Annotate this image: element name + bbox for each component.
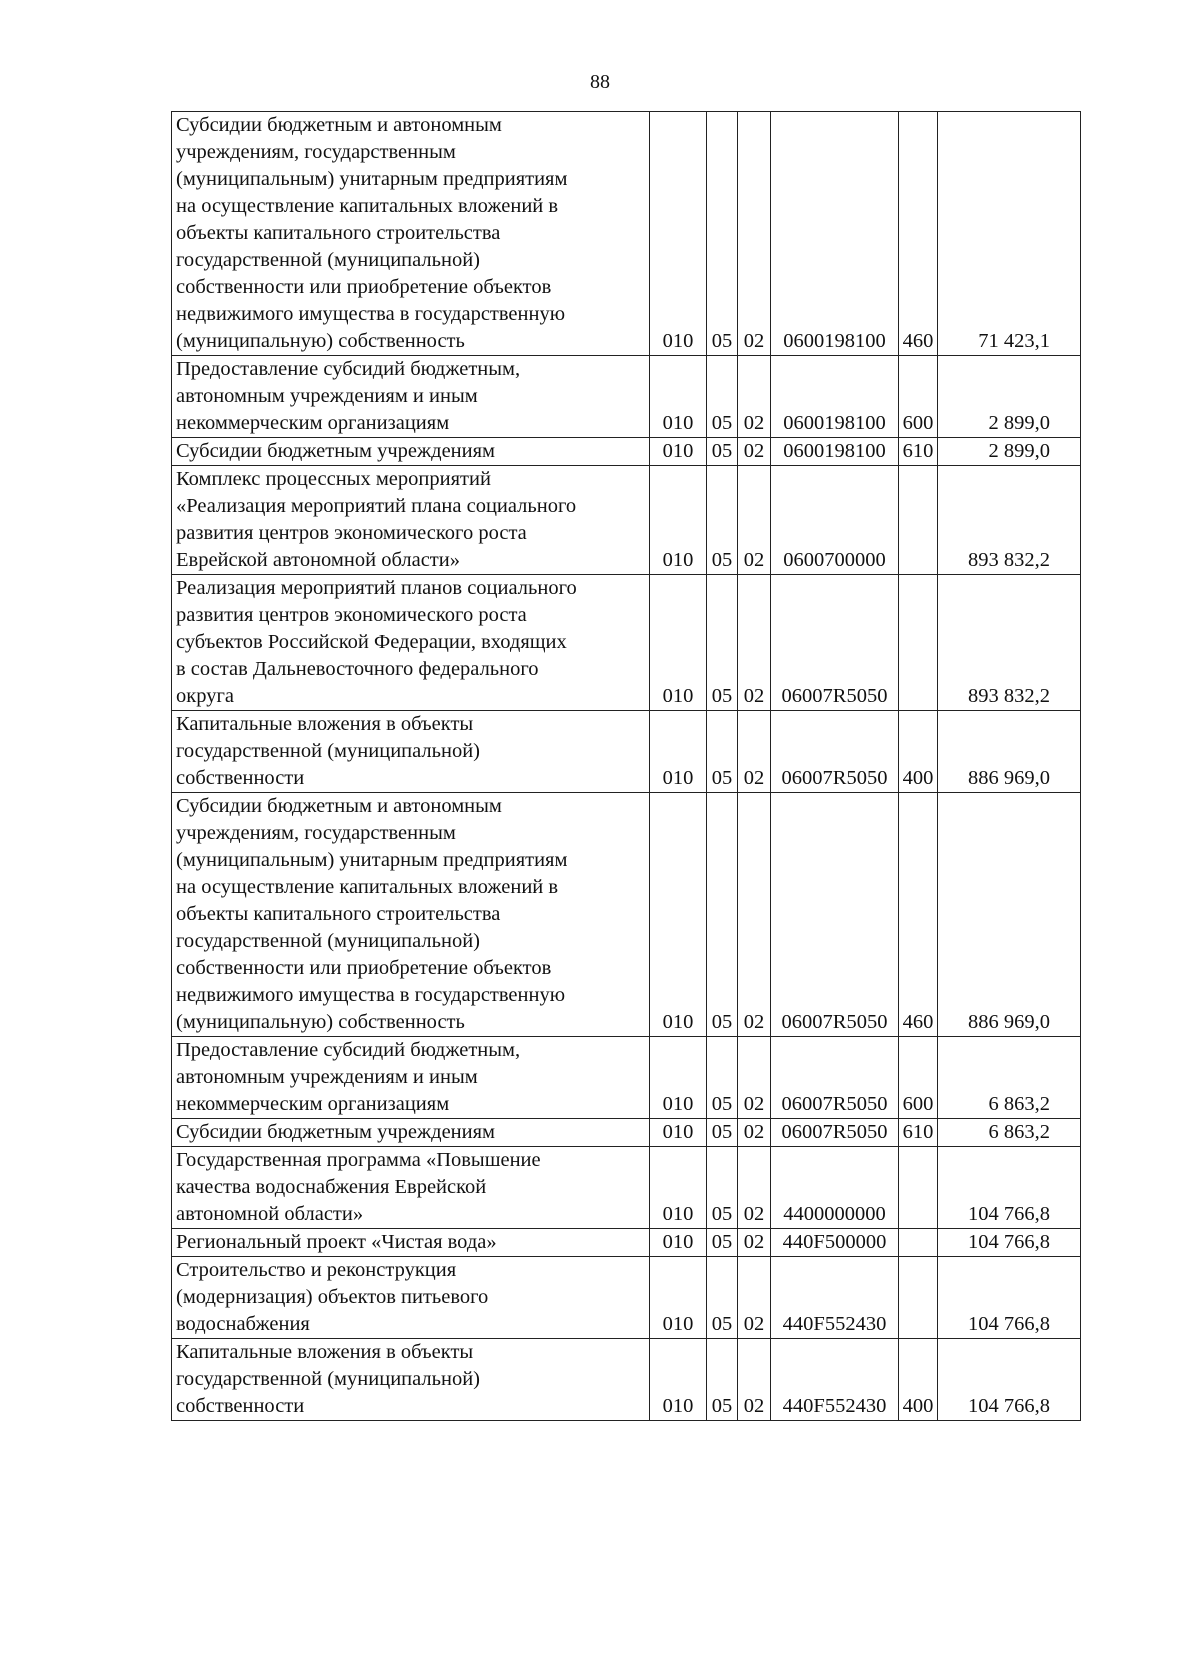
- row-name: [172, 356, 650, 438]
- table-row: [172, 466, 1081, 575]
- subsection-code: 02: [738, 1119, 771, 1147]
- row-name: [172, 1257, 650, 1339]
- section-code: 05: [707, 1257, 738, 1339]
- row-name-line: учреждениям, государственным: [176, 141, 456, 163]
- budget-table: [171, 111, 1081, 1421]
- row-name: [172, 711, 650, 793]
- row-name-line: автономным учреждениям и иным: [176, 385, 478, 407]
- row-name-line: собственности или приобретение объектов: [176, 276, 552, 298]
- row-name-line: объекты капитального строительства: [176, 903, 501, 925]
- expense-type-code: [899, 1229, 938, 1257]
- table-row: [172, 793, 1081, 1037]
- row-name-line: учреждениям, государственным: [176, 822, 456, 844]
- row-name-line: Капитальные вложения в объекты: [176, 713, 474, 735]
- target-article-code: 06007R5050: [771, 793, 899, 1037]
- target-article-code: 440F552430: [771, 1257, 899, 1339]
- row-name-line: на осуществление капитальных вложений в: [176, 876, 559, 898]
- section-code: 05: [707, 575, 738, 711]
- expense-type-code: [899, 1147, 938, 1229]
- row-name-line: некоммерческим организациям: [176, 412, 450, 434]
- subsection-code: 02: [738, 711, 771, 793]
- section-code: 05: [707, 466, 738, 575]
- subsection-code: 02: [738, 112, 771, 356]
- row-name-line: Капитальные вложения в объекты: [176, 1341, 474, 1363]
- subsection-code: 02: [738, 438, 771, 466]
- expense-type-code: [899, 1257, 938, 1339]
- expense-type-code: 600: [899, 356, 938, 438]
- row-name: [172, 1119, 650, 1147]
- row-name-line: (муниципальным) унитарным предприятиям: [176, 849, 568, 871]
- expense-type-code: [899, 575, 938, 711]
- row-name-line: качества водоснабжения Еврейской: [176, 1176, 487, 1198]
- target-article-code: 06007R5050: [771, 1119, 899, 1147]
- subsection-code: 02: [738, 466, 771, 575]
- section-code: 05: [707, 438, 738, 466]
- row-name-line: государственной (муниципальной): [176, 740, 481, 762]
- row-name: [172, 1037, 650, 1119]
- target-article-code: 440F500000: [771, 1229, 899, 1257]
- ministry-code: 010: [650, 466, 707, 575]
- expense-type-code: 600: [899, 1037, 938, 1119]
- row-name-line: (муниципальным) унитарным предприятиям: [176, 168, 568, 190]
- row-amount: 886 969,0: [938, 711, 1081, 793]
- row-name-line: (модернизация) объектов питьевого: [176, 1286, 489, 1308]
- row-name-line: Комплекс процессных мероприятий: [176, 468, 491, 490]
- table-row: [172, 1339, 1081, 1421]
- section-code: 05: [707, 1037, 738, 1119]
- target-article-code: 4400000000: [771, 1147, 899, 1229]
- expense-type-code: [899, 466, 938, 575]
- expense-type-code: 610: [899, 1119, 938, 1147]
- row-name-line: Еврейской автономной области»: [176, 549, 460, 571]
- row-name: [172, 466, 650, 575]
- section-code: 05: [707, 112, 738, 356]
- ministry-code: 010: [650, 438, 707, 466]
- ministry-code: 010: [650, 793, 707, 1037]
- row-amount: 104 766,8: [938, 1229, 1081, 1257]
- section-code: 05: [707, 1119, 738, 1147]
- target-article-code: 0600700000: [771, 466, 899, 575]
- target-article-code: 06007R5050: [771, 711, 899, 793]
- row-amount: 71 423,1: [938, 112, 1081, 356]
- row-name: [172, 793, 650, 1037]
- row-name-line: собственности или приобретение объектов: [176, 957, 552, 979]
- row-name-line: недвижимого имущества в государственную: [176, 303, 566, 325]
- row-amount: 893 832,2: [938, 466, 1081, 575]
- row-name-line: некоммерческим организациям: [176, 1093, 450, 1115]
- section-code: 05: [707, 1339, 738, 1421]
- row-name: [172, 112, 650, 356]
- row-name-line: Субсидии бюджетным учреждениям: [176, 440, 496, 462]
- row-amount: 893 832,2: [938, 575, 1081, 711]
- ministry-code: 010: [650, 112, 707, 356]
- ministry-code: 010: [650, 1339, 707, 1421]
- row-amount: 104 766,8: [938, 1257, 1081, 1339]
- ministry-code: 010: [650, 1037, 707, 1119]
- row-name-line: собственности: [176, 1395, 305, 1417]
- subsection-code: 02: [738, 1257, 771, 1339]
- target-article-code: 06007R5050: [771, 575, 899, 711]
- row-name: [172, 1229, 650, 1257]
- ministry-code: 010: [650, 575, 707, 711]
- expense-type-code: 460: [899, 793, 938, 1037]
- table-row: [172, 1037, 1081, 1119]
- section-code: 05: [707, 356, 738, 438]
- target-article-code: 0600198100: [771, 438, 899, 466]
- section-code: 05: [707, 711, 738, 793]
- row-name: [172, 575, 650, 711]
- row-amount: 104 766,8: [938, 1339, 1081, 1421]
- row-name-line: Предоставление субсидий бюджетным,: [176, 358, 521, 380]
- row-name-line: на осуществление капитальных вложений в: [176, 195, 559, 217]
- row-name-line: в состав Дальневосточного федерального: [176, 658, 539, 680]
- row-name-line: Предоставление субсидий бюджетным,: [176, 1039, 521, 1061]
- row-name: [172, 438, 650, 466]
- ministry-code: 010: [650, 1119, 707, 1147]
- subsection-code: 02: [738, 793, 771, 1037]
- row-name-line: недвижимого имущества в государственную: [176, 984, 566, 1006]
- section-code: 05: [707, 1229, 738, 1257]
- row-name-line: Субсидии бюджетным и автономным: [176, 114, 502, 136]
- table-row: [172, 438, 1081, 466]
- table-row: [172, 1257, 1081, 1339]
- row-name-line: собственности: [176, 767, 305, 789]
- row-name-line: государственной (муниципальной): [176, 1368, 481, 1390]
- subsection-code: 02: [738, 575, 771, 711]
- row-name-line: развития центров экономического роста: [176, 522, 527, 544]
- row-name-line: водоснабжения: [176, 1313, 310, 1335]
- row-name: [172, 1147, 650, 1229]
- ministry-code: 010: [650, 1147, 707, 1229]
- section-code: 05: [707, 793, 738, 1037]
- row-amount: 2 899,0: [938, 438, 1081, 466]
- expense-type-code: 610: [899, 438, 938, 466]
- row-name-line: Строительство и реконструкция: [176, 1259, 457, 1281]
- ministry-code: 010: [650, 356, 707, 438]
- row-name-line: государственной (муниципальной): [176, 930, 481, 952]
- row-name-line: субъектов Российской Федерации, входящих: [176, 631, 567, 653]
- ministry-code: 010: [650, 1257, 707, 1339]
- subsection-code: 02: [738, 1037, 771, 1119]
- ministry-code: 010: [650, 711, 707, 793]
- target-article-code: 440F552430: [771, 1339, 899, 1421]
- row-amount: 6 863,2: [938, 1037, 1081, 1119]
- expense-type-code: 400: [899, 711, 938, 793]
- row-amount: 886 969,0: [938, 793, 1081, 1037]
- subsection-code: 02: [738, 1229, 771, 1257]
- expense-type-code: 460: [899, 112, 938, 356]
- row-amount: 6 863,2: [938, 1119, 1081, 1147]
- target-article-code: 06007R5050: [771, 1037, 899, 1119]
- subsection-code: 02: [738, 356, 771, 438]
- target-article-code: 0600198100: [771, 112, 899, 356]
- table-row: [172, 1119, 1081, 1147]
- row-name: [172, 1339, 650, 1421]
- table-row: [172, 1229, 1081, 1257]
- row-name-line: автономной области»: [176, 1203, 364, 1225]
- row-name-line: Государственная программа «Повышение: [176, 1149, 541, 1171]
- table-row: [172, 711, 1081, 793]
- row-name-line: Реализация мероприятий планов социального: [176, 577, 577, 599]
- expense-type-code: 400: [899, 1339, 938, 1421]
- row-amount: 104 766,8: [938, 1147, 1081, 1229]
- subsection-code: 02: [738, 1147, 771, 1229]
- table-body: [172, 112, 1081, 1421]
- row-name-line: объекты капитального строительства: [176, 222, 501, 244]
- table-row: [172, 112, 1081, 356]
- row-name-line: развития центров экономического роста: [176, 604, 527, 626]
- row-name-line: округа: [176, 685, 234, 707]
- row-name-line: (муниципальную) собственность: [176, 1011, 465, 1033]
- section-code: 05: [707, 1147, 738, 1229]
- target-article-code: 0600198100: [771, 356, 899, 438]
- row-amount: 2 899,0: [938, 356, 1081, 438]
- row-name-line: Субсидии бюджетным и автономным: [176, 795, 502, 817]
- row-name-line: автономным учреждениям и иным: [176, 1066, 478, 1088]
- table-row: [172, 356, 1081, 438]
- page-number: 88: [590, 71, 610, 93]
- table-row: [172, 1147, 1081, 1229]
- row-name-line: государственной (муниципальной): [176, 249, 481, 271]
- table-row: [172, 575, 1081, 711]
- row-name-line: «Реализация мероприятий плана социального: [176, 495, 577, 517]
- row-name-line: (муниципальную) собственность: [176, 330, 465, 352]
- subsection-code: 02: [738, 1339, 771, 1421]
- row-name-line: Региональный проект «Чистая вода»: [176, 1231, 497, 1253]
- ministry-code: 010: [650, 1229, 707, 1257]
- row-name-line: Субсидии бюджетным учреждениям: [176, 1121, 496, 1143]
